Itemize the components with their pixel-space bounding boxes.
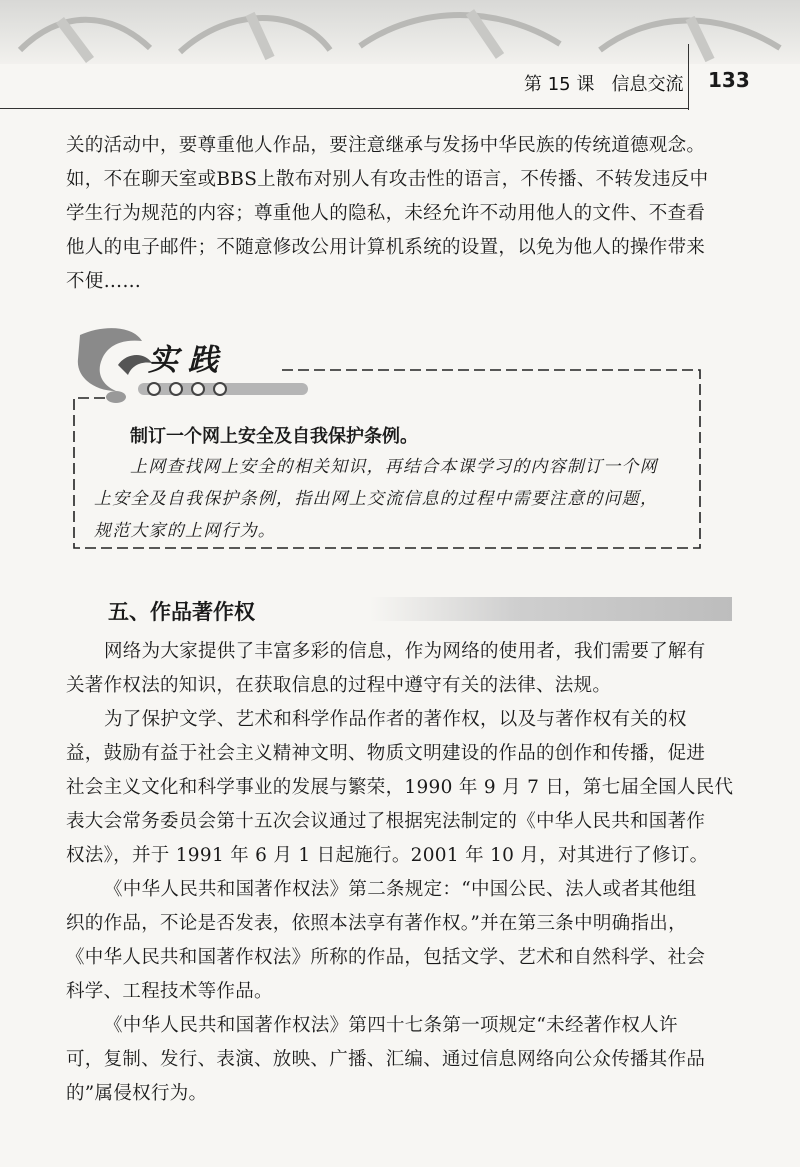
text-line: 《中华人民共和国著作权法》第四十七条第一项规定“未经著作权人许	[104, 1015, 678, 1036]
text-line: 如，不在聊天室或BBS上散布对别人有攻击性的语言，不传播、不转发违反中	[66, 169, 709, 190]
text-line: 学生行为规范的内容；尊重他人的隐私，未经允许不动用他人的文件、不查看	[66, 203, 706, 224]
text-line: 关著作权法的知识，在获取信息的过程中遵守有关的法律、法规。	[66, 675, 612, 696]
running-header	[524, 70, 684, 96]
lesson-title: 信息交流	[611, 74, 684, 95]
practice-text-line: 规范大家的上网行为。	[94, 521, 276, 541]
lesson-number: 第 15 课	[524, 74, 595, 95]
practice-text-line: 上安全及自我保护条例，指出网上交流信息的过程中需要注意的问题，	[94, 489, 659, 509]
header-decoration	[0, 0, 800, 64]
text-line: 他人的电子邮件；不随意修改公用计算机系统的设置，以免为他人的操作带来	[66, 237, 706, 258]
section-heading-band	[370, 597, 732, 621]
text-line: 不便……	[66, 271, 142, 292]
text-line: 《中华人民共和国著作权法》所称的作品，包括文学、艺术和自然科学、社会	[66, 947, 706, 968]
text-line: 社会主义文化和科学事业的发展与繁荣，1990 年 9 月 7 日，第七届全国人民代	[66, 777, 734, 798]
section-title: 五、作品著作权	[108, 600, 255, 624]
practice-heading: 制订一个网上安全及自我保护条例。	[130, 426, 418, 447]
practice-text-line: 上网查找网上安全的相关知识，再结合本课学习的内容制订一个网	[130, 457, 658, 477]
practice-label: 实践	[148, 343, 228, 378]
text-line: 表大会常务委员会第十五次会议通过了根据宪法制定的《中华人民共和国著作	[66, 811, 706, 832]
text-line: 科学、工程技术等作品。	[66, 981, 273, 1002]
text-line: 益，鼓励有益于社会主义精神文明、物质文明建设的作品的创作和传播，促进	[66, 743, 706, 764]
text-line: 的”属侵权行为。	[66, 1083, 208, 1104]
text-line: 《中华人民共和国著作权法》第二条规定：“中国公民、法人或者其他组	[104, 879, 697, 900]
page-number: 133	[708, 68, 750, 92]
text-line: 可，复制、发行、表演、放映、广播、汇编、通过信息网络向公众传播其作品	[66, 1049, 706, 1070]
header-divider	[0, 108, 688, 109]
text-line: 为了保护文学、艺术和科学作品作者的著作权，以及与著作权有关的权	[104, 709, 687, 730]
text-line: 织的作品，不论是否发表，依照本法享有著作权。”并在第三条中明确指出，	[66, 913, 687, 934]
text-line: 网络为大家提供了丰富多彩的信息，作为网络的使用者，我们需要了解有	[104, 641, 706, 662]
header-divider-vertical	[688, 44, 689, 110]
text-line: 关的活动中，要尊重他人作品，要注意继承与发扬中华民族的传统道德观念。	[66, 135, 706, 156]
text-line: 权法》，并于 1991 年 6 月 1 日起施行。2001 年 10 月，对其进行了修订。	[66, 845, 709, 866]
